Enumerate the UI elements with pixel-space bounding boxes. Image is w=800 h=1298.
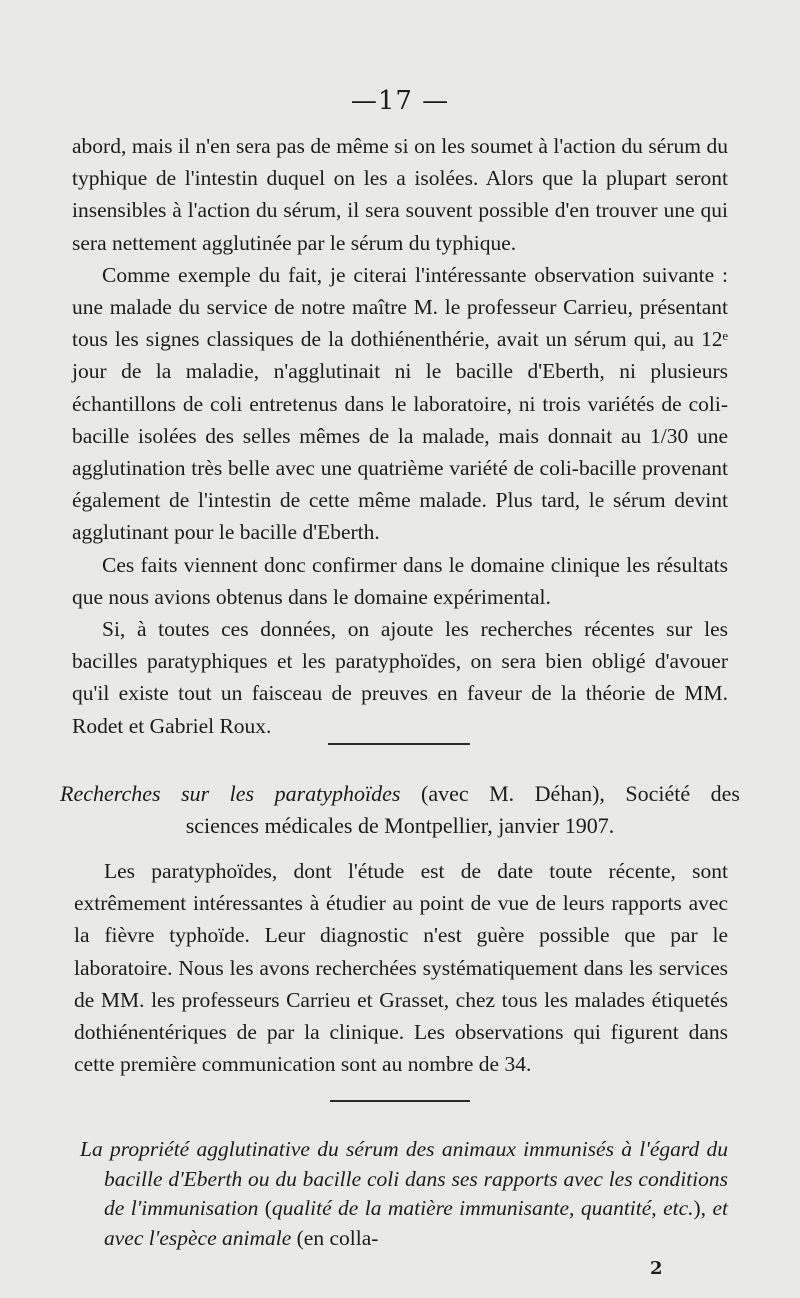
heading2-italic-2: qualité de la matière immunisante, quantité, etc. — [271, 1196, 694, 1220]
heading2-italic-1: La propriété agglutinative du sérum des animaux immunisés à l'égard du bacille d'Eberth ou du bacille coli dans ses rapports avec les conditions de l'immunisation — [80, 1137, 728, 1220]
section-divider — [328, 743, 470, 745]
heading-title-rest: (avec M. Déhan), Société des — [400, 781, 740, 806]
heading2-roman-2: ), — [693, 1196, 713, 1220]
heading-title-line2: sciences médicales de Montpellier, janvier 1907. — [185, 813, 615, 838]
section-divider-2 — [330, 1100, 470, 1102]
heading2-roman-1: ( — [258, 1196, 272, 1220]
heading-title-italic: Recherches sur les paratyphoïdes — [60, 781, 401, 806]
signature-mark: 2 — [650, 1258, 663, 1279]
section-heading-agglutination — [80, 1135, 728, 1253]
heading2-italic-3: et avec l'espèce animale — [104, 1196, 728, 1250]
paragraph-example: Comme exemple du fait, je citerai l'intéressante observation suivante : une malade du service de notre maître M. le professeur Carrieu, présentant tous les signes classiques de la dothiénenthérie, avait un sérum qui, au 12ᵉ jour de la maladie, n'agglutinait ni le bacille d'Eberth, ni plusieurs échantillons de coli entretenus dans le laboratoire, ni trois variétés de coli-bacille isolées des selles mêmes de la malade, mais donnait au 1/30 une agglutination très belle avec une quatrième variété de coli-bacille provenant également de l'intestin de cette même malade. Plus tard, le sérum devint agglutinant pour le bacille d'Eberth. — [72, 262, 728, 545]
page-number: —17 — — [350, 86, 450, 116]
heading2-roman-3: (en colla- — [291, 1225, 379, 1250]
continued-text — [72, 130, 728, 742]
paragraph-confirmation: Ces faits viennent donc confirmer dans le domaine clinique les résultats que nous avions obtenus dans le domaine expérimental. — [72, 552, 728, 609]
section-body — [74, 855, 728, 1080]
section-heading-paratyphoides — [60, 778, 740, 842]
paragraph-paratyphoides: Les paratyphoïdes, dont l'étude est de date toute récente, sont extrêmement intéressantes à étudier au point de vue de leurs rapports avec la fièvre typhoïde. Leur diagnostic n'est guère possible que par le laboratoire. Nous les avons recherchées systématiquement dans les services de MM. les professeurs Carrieu et Grasset, chez tous les malades étiquetés dothiénentériques de par la clinique. Les observations qui figurent dans cette première communication sont au nombre de 34. — [74, 859, 728, 1077]
paragraph-conclusion: Si, à toutes ces données, on ajoute les recherches récentes sur les bacilles paratyphiques et les paratyphoïdes, on sera bien obligé d'avouer qu'il existe tout un faisceau de preuves en faveur de la théorie de MM. Rodet et Gabriel Roux. — [72, 617, 728, 738]
paragraph-continued: abord, mais il n'en sera pas de même si on les soumet à l'action du sérum du typhique de l'intestin duquel on les a isolées. Alors que la plupart seront insensibles à l'action du sérum, il sera souvent possible d'en trouver une qui sera nettement agglutinée par le sérum du typhique. — [72, 134, 728, 255]
